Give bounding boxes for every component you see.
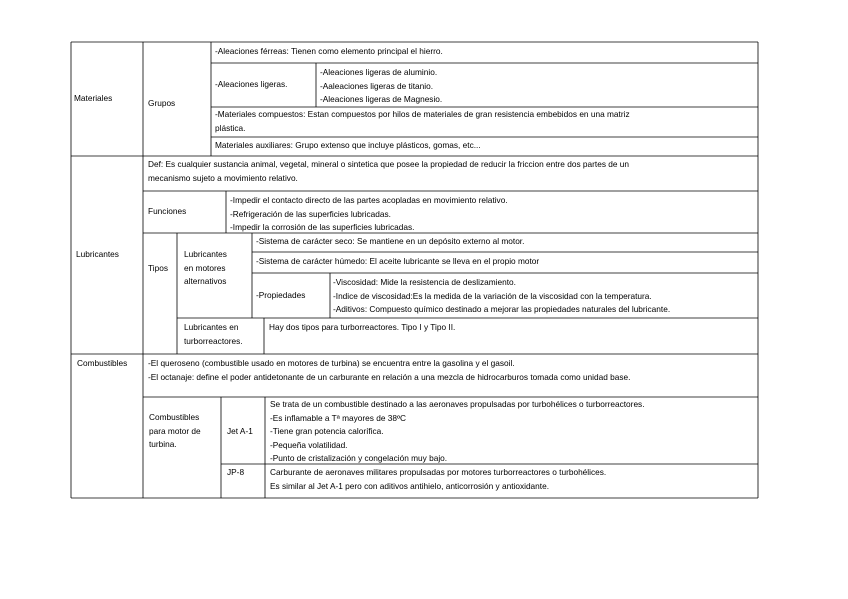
list-item: -Indice de viscosidad:Es la medida de la variación de la viscosidad con la temperatura.: [333, 290, 652, 301]
grupos-label: Grupos: [148, 98, 176, 109]
lubricantes-label: Lubricantes: [76, 249, 119, 260]
aleaciones-ferreas: -Aleaciones férreas: Tienen como elemento principal el hierro.: [215, 46, 443, 56]
list-item: -Punto de cristalización y congelación muy bajo.: [270, 453, 448, 464]
list-item: -Viscosidad: Mide la resistencia de deslizamiento.: [333, 277, 516, 287]
materiales-compuestos: -Materiales compuestos: Estan compuestos por hilos de materiales de gran resistencia embebidos en una matriz plástica.: [215, 109, 630, 133]
list-item: -Impedir la corrosión de las superficies lubricadas.: [230, 222, 415, 233]
jet-a1-label: Jet A-1: [227, 426, 253, 436]
propiedades-label: -Propiedades: [256, 289, 306, 300]
list-item: -Es inflamable a Tª mayores de 38ºC: [270, 412, 406, 423]
funciones-list: [230, 194, 508, 235]
list-item: Se trata de un combustible destinado a las aeronaves propulsadas por turbohélices o turborreactores.: [270, 399, 645, 409]
jet-a1-list: [270, 398, 645, 466]
list-item: -Aditivos: Compuesto químico destinado a mejorar las propiedades naturales del lubricante.: [333, 304, 671, 315]
list-item: -Impedir el contacto directo de las partes acopladas en movimiento relativo.: [230, 195, 508, 205]
tipos-label: Tipos: [148, 263, 168, 273]
materiales-auxiliares: Materiales auxiliares: Grupo extenso que incluye plásticos, gomas, etc...: [215, 140, 481, 150]
aleaciones-ligeras-label: -Aleaciones ligeras.: [215, 79, 288, 90]
list-item: -Aleaciones ligeras de aluminio.: [320, 67, 438, 77]
jp8-label: JP-8: [227, 467, 245, 477]
sistema-humedo: -Sistema de carácter húmedo: El aceite lubricante se lleva en el propio motor: [256, 256, 540, 266]
combustibles-intro: -El queroseno (combustible usado en motores de turbina) se encuentra entre la gasolina y el gasoil. -El octanaje: define el poder antidetonante de un carburante en relación a una mezcla de hidrocarburos tomada como unidad base.: [148, 358, 631, 382]
list-item: -Pequeña volatilidad.: [270, 439, 348, 450]
list-item: Es similar al Jet A-1 pero con aditivos antihielo, anticorrosión y antioxidante.: [270, 480, 550, 491]
list-item: -Refrigeración de las superficies lubricadas.: [230, 208, 391, 219]
lubricantes-turborreactores-label: Lubricantes en turborreactores.: [184, 322, 243, 346]
aleaciones-ligeras-list: [320, 66, 442, 107]
lubricantes-turborreactores-text: Hay dos tipos para turborreactores. Tipo I y Tipo II.: [269, 322, 456, 332]
list-item: -Aaleaciones ligeras de titanio.: [320, 80, 433, 91]
combustibles-turbina-label: Combustibles para motor de turbina.: [149, 412, 201, 450]
list-item: -Aleaciones ligeras de Magnesio.: [320, 94, 443, 105]
combustibles-label: Combustibles: [77, 358, 128, 368]
lubricantes-definicion: Def: Es cualquier sustancia animal, vegetal, mineral o sintetica que posee la propiedad de reducir la friccion entre dos partes de un mecanismo sujeto a movimiento relativo.: [148, 159, 630, 183]
list-item: Carburante de aeronaves militares propulsadas por motores turborreactores o turbohélices.: [270, 467, 607, 477]
materiales-label: Materiales: [74, 93, 113, 104]
list-item: -Tiene gran potencia calorífica.: [270, 426, 384, 437]
jp8-list: [270, 466, 606, 493]
lubricantes-alternativos-label: Lubricantes en motores alternativos: [184, 249, 227, 287]
sistema-seco: -Sistema de carácter seco: Se mantiene en un depósito externo al motor.: [256, 236, 525, 246]
funciones-label: Funciones: [148, 206, 187, 217]
propiedades-list: [333, 276, 670, 317]
